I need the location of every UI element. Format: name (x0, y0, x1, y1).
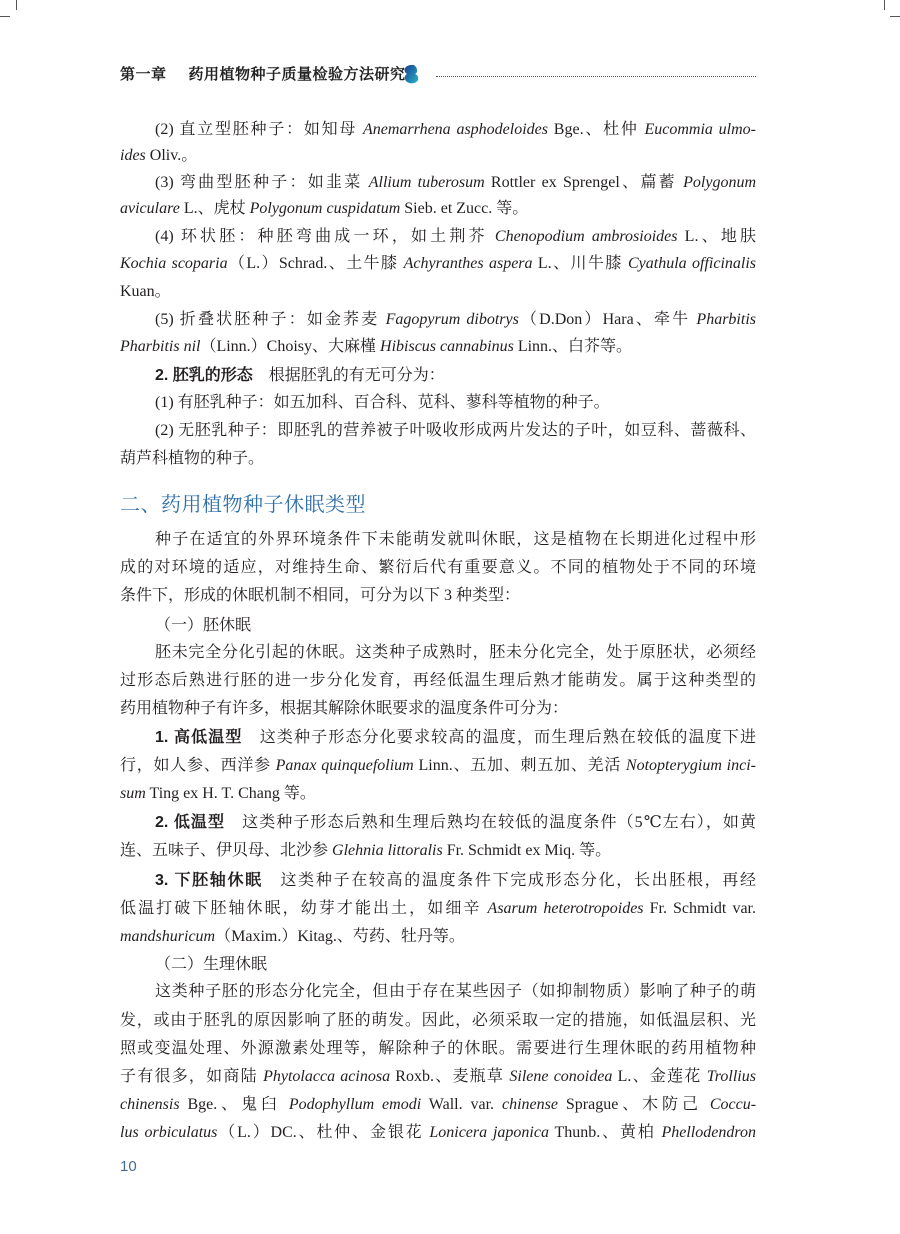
text-segment: (2) 直立型胚种子：如知母 (155, 121, 363, 138)
text-line (120, 558, 756, 578)
crop-mark (0, 16, 10, 17)
crop-mark (16, 0, 17, 10)
scientific-name: Chenopodium ambrosioides (494, 228, 678, 245)
text-line (120, 756, 756, 776)
text-segment: (1) 有胚乳种子：如五加科、百合科、苋科、蓼科等植物的种子。 (155, 394, 610, 411)
text-segment: 这类种子胚的形态分化完全，但由于存在某些因子（如抑制物质）影响了种子的萌 (155, 983, 756, 1000)
text-segment: 发，或由于胚乳的原因影响了胚的萌发。因此，必须采取一定的措施，如低温层积、光 (120, 1012, 756, 1029)
chapter-title: 药用植物种子质量检验方法研究 (188, 66, 406, 83)
scientific-name: chinensis (120, 1096, 180, 1113)
text-segment: 这类种子形态分化要求较高的温度，而生理后熟在较低的温度下进 (242, 729, 756, 746)
text-line (155, 173, 756, 193)
scientific-name: Polygonum cuspidatum (249, 200, 401, 217)
text-segment: 过形态后熟进行胚的进一步分化发育，再经低温生理后熟才能萌发。属于这种类型的 (120, 672, 756, 689)
text-segment: 子有很多，如商陆 (120, 1068, 264, 1085)
text-line (120, 841, 756, 861)
text-segment: Oliv.。 (145, 147, 198, 164)
text-line (120, 671, 756, 691)
bold-label: 2. 低温型 (155, 814, 226, 831)
text-line (155, 643, 756, 663)
scientific-name: Notopterygium inci- (625, 757, 756, 774)
scientific-name: Asarum heterotropoides (487, 900, 644, 917)
text-segment: Thunb.、黄柏 (548, 1124, 662, 1141)
subsection-heading (155, 616, 756, 636)
text-segment: Sieb. et Zucc. 等。 (400, 200, 529, 217)
text-line (120, 586, 756, 606)
text-segment: Linn.、白芥等。 (513, 338, 633, 355)
scientific-name: sum (120, 785, 146, 802)
text-line (155, 813, 756, 833)
text-segment: 葫芦科植物的种子。 (120, 450, 265, 467)
text-segment: Ting ex H. T. Chang 等。 (145, 785, 316, 802)
text-segment: 这类种子在较高的温度条件下完成形态分化，长出胚根，再经 (262, 872, 756, 889)
text-line (120, 899, 756, 919)
text-line (120, 1123, 756, 1143)
text-segment: Bge.、杜仲 (548, 121, 645, 138)
text-line (155, 310, 756, 330)
bold-label: 2. 胚乳的形态 (155, 367, 253, 384)
text-line (120, 282, 756, 302)
text-segment: 连、五味子、伊贝母、北沙参 (120, 842, 333, 859)
text-segment: 药用植物种子有许多，根据其解除休眠要求的温度条件可分为： (120, 700, 569, 717)
scientific-name: Pharbitis nil (120, 338, 201, 355)
text-line (120, 254, 756, 274)
text-line (155, 393, 756, 413)
scientific-name: Podophyllum emodi (288, 1096, 422, 1113)
text-segment: 条件下，形成的休眠机制不相同，可分为以下 3 种类型： (120, 587, 521, 604)
text-segment: L.、金莲花 (612, 1068, 707, 1085)
scientific-name: Glehnia littoralis (332, 842, 443, 859)
scientific-name: Lonicera japonica (429, 1124, 549, 1141)
text-line (120, 1011, 756, 1031)
text-line (155, 421, 756, 441)
text-line (155, 366, 756, 386)
scientific-name: Silene conoidea (509, 1068, 613, 1085)
running-header (120, 63, 406, 84)
text-segment: 根据胚乳的有无可分为： (252, 367, 445, 384)
crop-mark (884, 0, 885, 10)
text-segment: (3) 弯曲型胚种子：如韭菜 (155, 174, 369, 191)
scientific-name: Polygonum (683, 174, 756, 191)
text-line (155, 530, 756, 550)
text-line (155, 728, 756, 748)
text-segment: Sprague、木防己 (557, 1096, 710, 1113)
bold-label: 3. 下胚轴休眠 (155, 872, 263, 889)
text-line (120, 337, 756, 357)
scientific-name: ides (120, 147, 146, 164)
scientific-name: lus orbiculatus (120, 1124, 218, 1141)
scientific-name: Fagopyrum dibotrys (385, 311, 519, 328)
scientific-name: aviculare (120, 200, 180, 217)
text-segment: (4) 环状胚：种胚弯曲成一环，如土荆芥 (155, 228, 495, 245)
text-line (120, 699, 756, 719)
scientific-name: Achyranthes aspera (403, 255, 533, 272)
text-segment: （二）生理休眠 (155, 956, 268, 973)
scientific-name: mandshuricum (120, 928, 216, 945)
header-dotted-rule (436, 76, 756, 77)
text-segment: Bge.、鬼臼 (179, 1096, 289, 1113)
text-line (120, 199, 756, 219)
scientific-name: Pharbitis (696, 311, 756, 328)
text-segment: Kuan。 (120, 283, 171, 300)
text-segment: Fr. Schmidt ex Miq. 等。 (442, 842, 612, 859)
text-segment: 低温打破下胚轴休眠，幼芽才能出土，如细辛 (120, 900, 488, 917)
text-segment: （D.Don）Hara、牵牛 (518, 311, 697, 328)
scientific-name: Kochia scoparia (120, 255, 228, 272)
subsection-heading (155, 955, 756, 975)
scientific-name: Cyathula officinalis (627, 255, 757, 272)
crop-mark (890, 16, 900, 17)
text-segment: 照或变温处理、外源激素处理等，解除种子的休眠。需要进行生理休眠的药用植物种 (120, 1040, 756, 1057)
text-line (155, 120, 756, 140)
scientific-name: Allium tuberosum (368, 174, 485, 191)
text-segment: （一）胚休眠 (155, 617, 252, 634)
text-segment: Linn.、五加、刺五加、羌活 (413, 757, 626, 774)
text-segment: 种子在适宜的外界环境条件下未能萌发就叫休眠，这是植物在长期进化过程中形 (155, 531, 756, 548)
page-number: 10 (120, 1158, 137, 1175)
text-line (120, 784, 756, 804)
text-line (120, 146, 756, 166)
text-segment: 胚未完全分化引起的休眠。这类种子成熟时，胚未分化完全，处于原胚状，必须经 (155, 644, 756, 661)
scientific-name: Hibiscus cannabinus (380, 338, 514, 355)
text-segment: （Maxim.）Kitag.、芍药、牡丹等。 (215, 928, 465, 945)
text-line (155, 982, 756, 1002)
scientific-name: Anemarrhena asphodeloides (362, 121, 549, 138)
text-segment: Roxb.、麦瓶草 (390, 1068, 510, 1085)
text-segment: （L.）DC.、杜仲、金银花 (217, 1124, 430, 1141)
text-segment: Wall. var. (421, 1096, 502, 1113)
text-segment: （Linn.）Choisy、大麻槿 (200, 338, 381, 355)
text-segment: L.、川牛膝 (532, 255, 628, 272)
text-segment: （L.）Schrad.、土牛膝 (227, 255, 404, 272)
scientific-name: Panax quinquefolium (275, 757, 414, 774)
chapter-label: 第一章 (120, 66, 167, 83)
bold-label: 1. 高低温型 (155, 729, 243, 746)
text-segment: Rottler ex Sprengel、萹蓄 (484, 174, 684, 191)
text-line (120, 1095, 756, 1115)
scientific-name: Coccu- (709, 1096, 757, 1113)
text-line (155, 227, 756, 247)
text-segment: L.、虎杖 (179, 200, 250, 217)
text-segment: (5) 折叠状胚种子：如金荞麦 (155, 311, 386, 328)
text-segment: (2) 无胚乳种子：即胚乳的营养被子叶吸收形成两片发达的子叶，如豆科、蔷薇科、 (155, 422, 756, 439)
scientific-name: Phytolacca acinosa (263, 1068, 391, 1085)
section-heading: 二、药用植物种子休眠类型 (120, 494, 366, 516)
text-line (120, 449, 756, 469)
scientific-name: Phellodendron (661, 1124, 756, 1141)
text-segment: 这类种子形态后熟和生理后熟均在较低的温度条件（5℃左右），如黄 (225, 814, 756, 831)
publisher-logo-icon (399, 62, 423, 86)
scientific-name: chinense (501, 1096, 558, 1113)
text-line (120, 1039, 756, 1059)
text-line (120, 1067, 756, 1087)
text-segment: 行，如人参、西洋参 (120, 757, 276, 774)
scientific-name: Trollius (706, 1068, 756, 1085)
text-segment: L.、地肤 (677, 228, 756, 245)
scientific-name: Eucommia ulmo- (644, 121, 756, 138)
text-line (120, 927, 756, 947)
text-segment: 成的对环境的适应，对维持生命、繁衍后代有重要意义。不同的植物处于不同的环境 (120, 559, 756, 576)
text-segment: Fr. Schmidt var. (643, 900, 756, 917)
text-line (155, 871, 756, 891)
